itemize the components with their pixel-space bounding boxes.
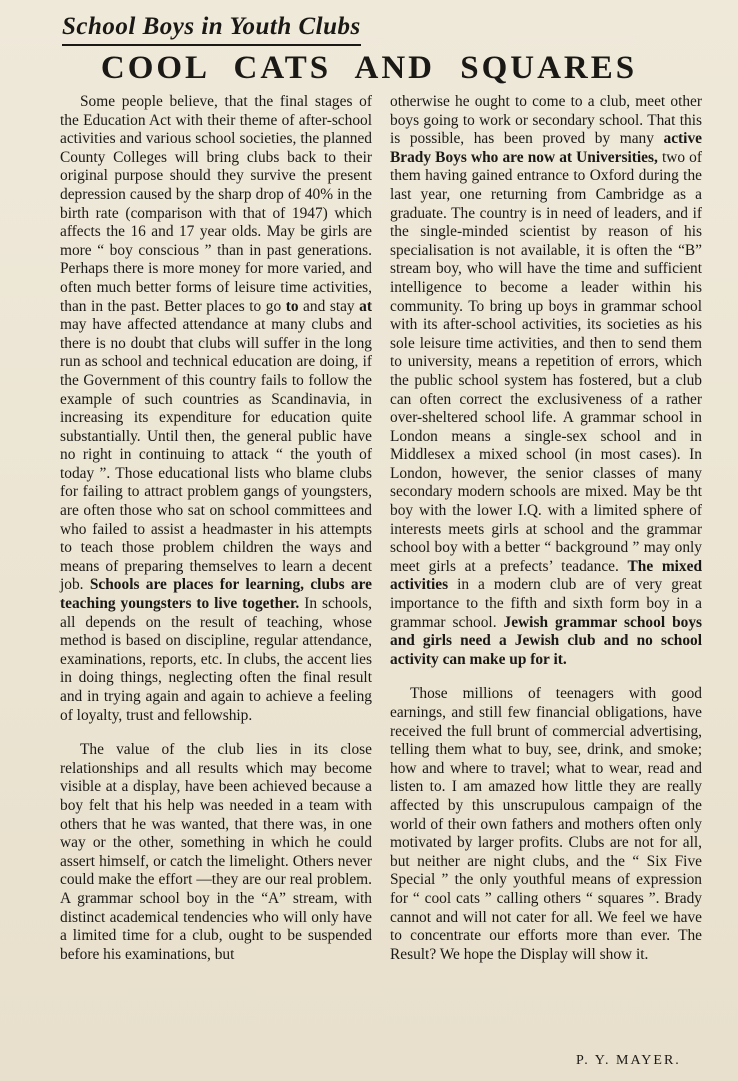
article-headline: COOL CATS AND SQUARES — [100, 50, 638, 86]
bold-emphasis: The mixed activities — [390, 557, 703, 594]
bold-emphasis: Schools are places for learning, clubs are teaching youngsters to live together. — [60, 576, 372, 613]
paragraph: The value of the club lies in its close relationships and all results which may become visible at a display, have been achieved because a boy felt that his help was needed in a team with others that he was wanted, that there was, in one way or the other, something in which he could assert himself, or catch the limelight. Others never could make the effort —they are our real problem. A grammar school boy in the “A” stream, with distinct academical tendencies who will only have a limited time for a club, ought to be suspended before his examinations, but — [60, 741, 372, 963]
author-signature: P. Y. MAYER. — [576, 1053, 681, 1068]
bold-emphasis: Jewish grammar school boys and girls need a Jewish club and no school activity can make up for it. — [390, 613, 703, 668]
article-column-right — [390, 93, 702, 978]
paragraph: otherwise he ought to come to a club, meet other boys going to work or secondary school. That this is possible, has been proved by many active Brady Boys who are now at Universities, two of them having gained entrance to Oxford during the last year, one returning from Cambridge as a graduate. The country is in need of leaders, and if the single-minded scientist by reason of his specialisation is not available, it is often the “B” stream boy, who will have the time and sufficient intelligence to become a leader within his community. To bring up boys in grammar school with its after-school activities, its societies as his sole leisure time activities, and then to send them to university, means a repetition of errors, which the public school system has fostered, but a club can often correct the exclusiveness of a rather over-sheltered school life. A grammar school in London means a single-sex school and in Middlesex a mixed school (in most cases). In London, however, the senior classes of many secondary modern schools are mixed. May be tht boy with the lower I.Q. with a limited sphere of interests meets girls at school and the grammar school boy with a better “ background ” may only meet girls at a prefects’ teadance. The mixed activities in a modern club are of very great importance to the fifth and sixth form boy in a grammar school. Jewish grammar school boys and girls need a Jewish club and no school activity can make up for it. — [390, 93, 703, 668]
article-column-left — [60, 93, 372, 978]
bold-emphasis: to — [285, 297, 299, 315]
bold-emphasis: at — [359, 297, 372, 315]
article-kicker: School Boys in Youth Clubs — [62, 12, 361, 46]
bold-emphasis: active Brady Boys who are now at Universities, — [390, 130, 702, 166]
paragraph: Those millions of teenagers with good earnings, and still few financial obligations, have received the full brunt of commercial advertising, telling them what to buy, see, drink, and smoke; how and where to travel; what to wear, read and listen to. I am amazed how little they are really affected by this unscrupulous campaign of the world of their own fathers and mothers often only motivated by larger profits. Clubs are not for all, but neither are night clubs, and the “ Six Five Special ” the only youthful means of expression for “ cool cats ” calling others “ squares ”. Brady cannot and will not cater for all. We feel we have to concentrate our efforts more than ever. The Result? We hope the Display will show it. — [390, 685, 702, 963]
paragraph: Some people believe, that the final stages of the Education Act with their theme of after-school activities and various school societies, the planned County Colleges will bring clubs back to their original purpose should they survive the present depression caused by the sharp drop of 40% in the birth rate (comparison with that of 1947) which affects the 16 and 17 year olds. May be girls are more “ boy conscious ” than in past generations. Perhaps there is more money for more varied, and often much better forms of leisure time activities, than in the past. Better places to go to and stay at may have affected attendance at many clubs and there is no doubt that clubs will suffer in the long run as school and technical education are doing, if the Government of this country fails to follow the example of such countries as Scandinavia, in increasing its expenditure for education quite substantially. Until then, the general public have no right in continuing to attack “ the youth of today ”. Those educational lists who blame clubs for failing to attract problem gangs of youngsters, are often those who sat on school committees and who failed to assist a headmaster in his attempts to teach those problem children the ways and means of preparing themselves to learn a decent job. Schools are places for learning, clubs are teaching youngsters to live together. In schools, all depends on the result of teaching, whose method is based on discipline, regular attendance, examinations, reports, etc. In clubs, the accent lies in doing things, neglecting often the final result and in trying again and again to achieve a feeling of loyalty, trust and fellowship. — [60, 93, 372, 724]
